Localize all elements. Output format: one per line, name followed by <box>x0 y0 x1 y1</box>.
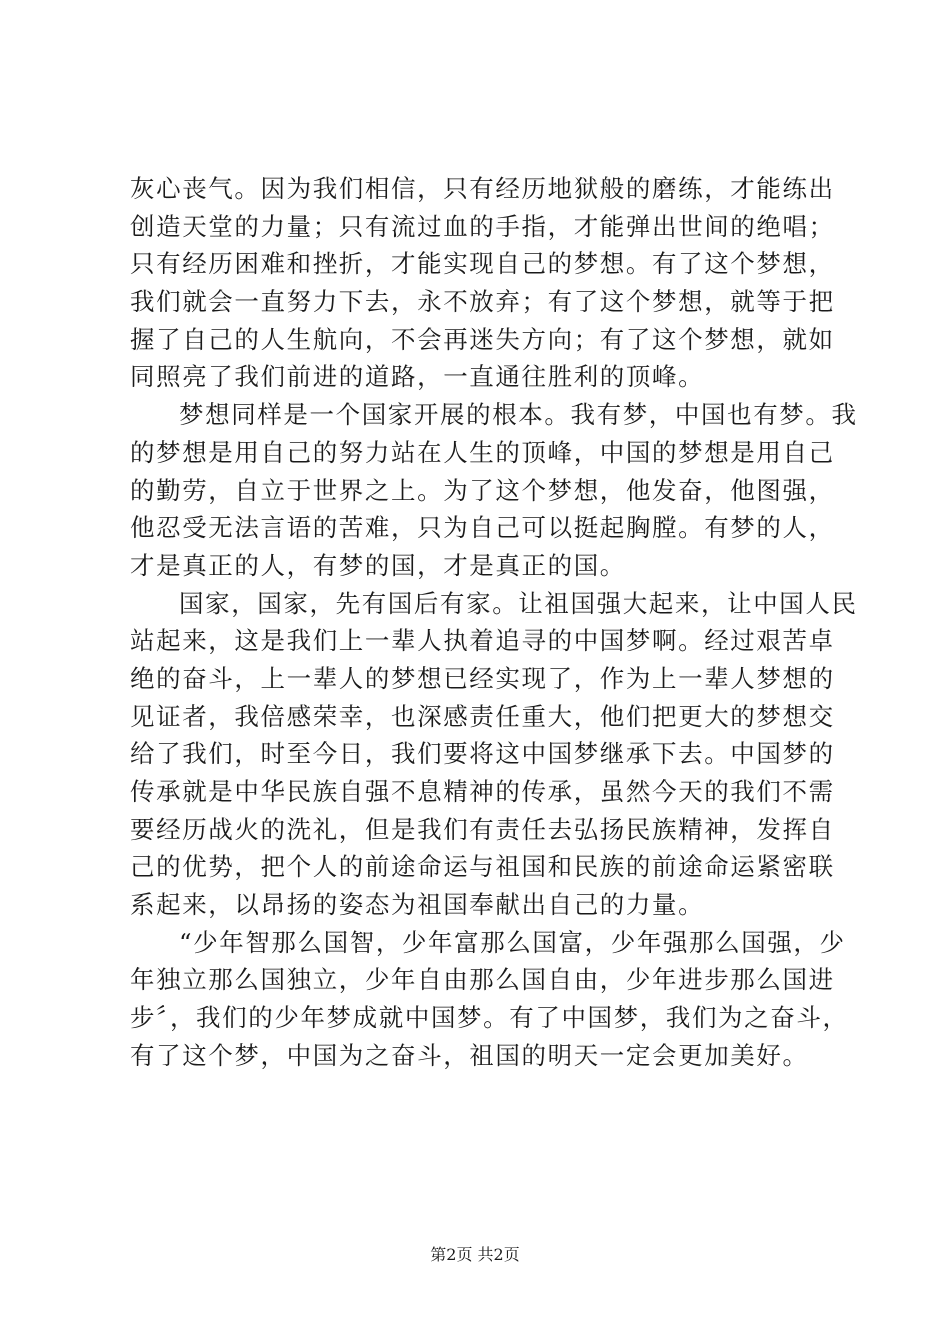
text-line: 己的优势，把个人的前途命运与祖国和民族的前途命运紧密联 <box>130 852 835 882</box>
text-line: 有了这个梦，中国为之奋斗，祖国的明天一定会更加美好。 <box>130 1040 809 1070</box>
text-line: 见证者，我倍感荣幸，也深感责任重大，他们把更大的梦想交 <box>130 701 835 731</box>
text-line: 年独立那么国独立，少年自由那么国自由，少年进步那么国进 <box>130 965 835 995</box>
text-line: 握了自己的人生航向，不会再迷失方向；有了这个梦想，就如 <box>130 324 835 354</box>
text-line: 我们就会一直努力下去，永不放弃；有了这个梦想，就等于把 <box>130 287 835 317</box>
text-line: 步〞，我们的少年梦成就中国梦。有了中国梦，我们为之奋斗， <box>130 1003 849 1033</box>
text-line: 他忍受无法言语的苦难，只为自己可以挺起胸膛。有梦的人， <box>130 513 835 543</box>
text-line: 的梦想是用自己的努力站在人生的顶峰，中国的梦想是用自己 <box>130 437 835 467</box>
text-line-paragraph-start: 国家，国家，先有国后有家。让祖国强大起来，让中国人民 <box>179 588 858 618</box>
text-line: 给了我们，时至今日，我们要将这中国梦继承下去。中国梦的 <box>130 739 835 769</box>
body-text <box>130 170 858 1075</box>
text-line: 只有经历困难和挫折，才能实现自己的梦想。有了这个梦想， <box>130 249 835 279</box>
text-line: 创造天堂的力量；只有流过血的手指，才能弹出世间的绝唱； <box>130 211 835 241</box>
text-line-paragraph-start: “少年智那么国智，少年富那么国富，少年强那么国强，少 <box>179 927 846 957</box>
text-line: 灰心丧气。因为我们相信，只有经历地狱般的磨练，才能练出 <box>130 174 835 203</box>
text-line: 站起来，这是我们上一辈人执着追寻的中国梦啊。经过艰苦卓 <box>130 626 835 656</box>
text-line: 绝的奋斗，上一辈人的梦想已经实现了，作为上一辈人梦想的 <box>130 663 835 693</box>
text-line: 才是真正的人，有梦的国，才是真正的国。 <box>130 550 626 580</box>
text-line-paragraph-start: 梦想同样是一个国家开展的根本。我有梦，中国也有梦。我 <box>179 400 858 430</box>
text-line: 的勤劳，自立于世界之上。为了这个梦想，他发奋，他图强， <box>130 475 835 505</box>
text-line: 同照亮了我们前进的道路，一直通往胜利的顶峰。 <box>130 362 705 392</box>
text-line: 要经历战火的洗礼，但是我们有责任去弘扬民族精神，发挥自 <box>130 814 835 844</box>
text-line: 传承就是中华民族自强不息精神的传承，虽然今天的我们不需 <box>130 777 835 806</box>
text-line: 系起来，以昂扬的姿态为祖国奉献出自己的力量。 <box>130 890 705 920</box>
page-number-footer: 第2页 共2页 <box>430 1245 520 1264</box>
